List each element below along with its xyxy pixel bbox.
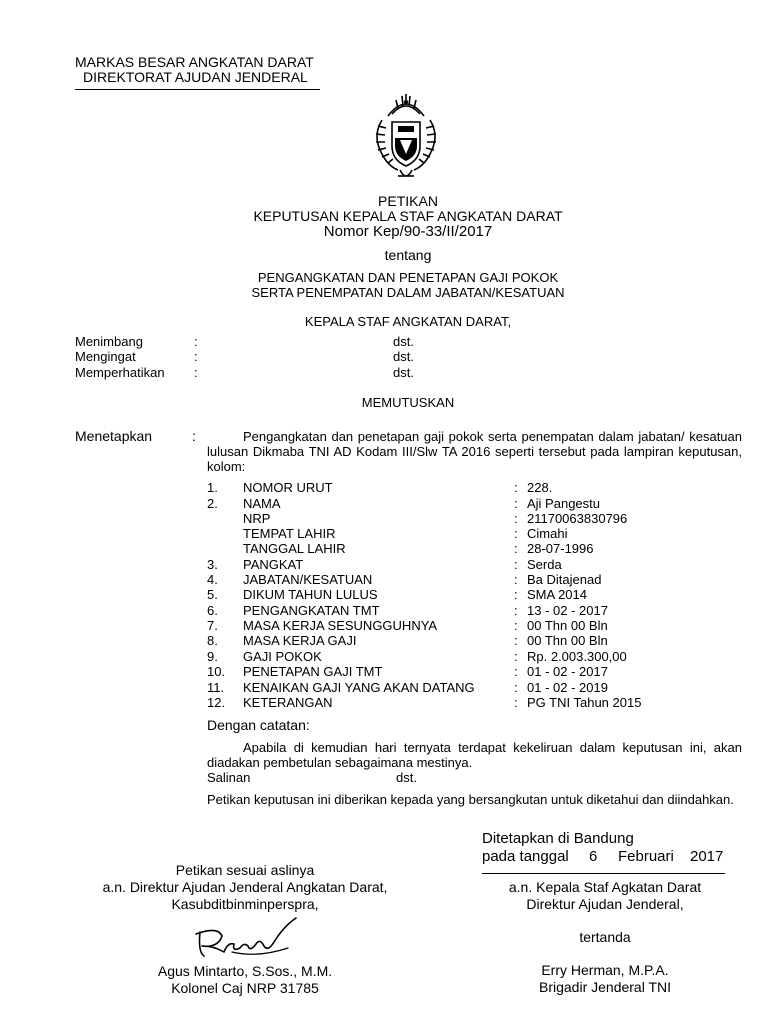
item-value: Cimahi bbox=[527, 526, 568, 541]
item-colon: : bbox=[514, 603, 518, 618]
title-tentang: tentang bbox=[384, 247, 432, 263]
menetapkan-label: Menetapkan bbox=[75, 428, 153, 444]
sign-right-line1: a.n. Kepala Staf Agkatan Darat bbox=[508, 879, 702, 895]
item-label: TANGGAL LAHIR bbox=[243, 541, 346, 556]
sign-right-tertanda: tertanda bbox=[579, 929, 631, 945]
consideration-label: Memperhatikan bbox=[75, 365, 165, 380]
salinan-label: Salinan bbox=[207, 770, 251, 785]
header-underline bbox=[75, 89, 320, 90]
consideration-colon: : bbox=[194, 334, 198, 349]
item-label: KENAIKAN GAJI YANG AKAN DATANG bbox=[243, 680, 475, 695]
item-colon: : bbox=[514, 526, 518, 541]
item-colon: : bbox=[514, 480, 518, 495]
item-value: Serda bbox=[527, 557, 562, 572]
item-colon: : bbox=[514, 572, 518, 587]
item-number: 1. bbox=[207, 480, 218, 495]
menetapkan-colon: : bbox=[192, 428, 196, 444]
item-value: 13 - 02 - 2017 bbox=[527, 603, 608, 618]
catatan-text: Apabila di kemudian hari ternyata terdapat kekeliruan dalam keputusan ini, akan diadakan pembetulan sebagaimana mestinya. bbox=[207, 740, 742, 770]
consideration-value: dst. bbox=[393, 349, 414, 364]
item-value: Rp. 2.003.300,00 bbox=[527, 649, 627, 664]
sign-right-line2: Direktur Ajudan Jenderal, bbox=[526, 896, 684, 912]
item-value: 01 - 02 - 2017 bbox=[527, 664, 608, 679]
org-line-1: MARKAS BESAR ANGKATAN DARAT bbox=[75, 54, 314, 70]
item-label: DIKUM TAHUN LULUS bbox=[243, 587, 378, 602]
org-line-2: DIREKTORAT AJUDAN JENDERAL bbox=[83, 69, 308, 85]
item-value: Ba Ditajenad bbox=[527, 572, 602, 587]
title-keputusan: KEPUTUSAN KEPALA STAF ANGKATAN DARAT bbox=[253, 208, 563, 224]
sign-left-line1: Petikan sesuai aslinya bbox=[175, 862, 315, 878]
item-number: 11. bbox=[207, 680, 225, 695]
item-colon: : bbox=[514, 541, 518, 556]
item-label: MASA KERJA SESUNGGUHNYA bbox=[243, 618, 438, 633]
item-value: 00 Thn 00 Bln bbox=[527, 618, 608, 633]
item-colon: : bbox=[514, 649, 518, 664]
item-colon: : bbox=[514, 680, 518, 695]
ditetapkan-date-year: 2017 bbox=[690, 848, 724, 865]
item-number: 2. bbox=[207, 496, 218, 511]
item-value: 01 - 02 - 2019 bbox=[527, 680, 608, 695]
consideration-label: Menimbang bbox=[75, 334, 143, 349]
memutuskan-heading: MEMUTUSKAN bbox=[361, 395, 455, 410]
salinan-value: dst. bbox=[396, 770, 417, 785]
closing-text: Petikan keputusan ini diberikan kepada yang bersangkutan untuk diketahui dan diindahkan. bbox=[207, 792, 734, 807]
item-colon: : bbox=[514, 633, 518, 648]
sign-left-line3: Kasubditbinminperspra, bbox=[171, 896, 319, 912]
consideration-label: Mengingat bbox=[75, 349, 136, 364]
item-number: 12. bbox=[207, 695, 226, 710]
item-value: Aji Pangestu bbox=[527, 496, 600, 511]
authority-title: KEPALA STAF ANGKATAN DARAT, bbox=[304, 314, 512, 329]
consideration-colon: : bbox=[194, 349, 198, 364]
item-label: KETERANGAN bbox=[243, 695, 333, 710]
sign-right-rank: Brigadir Jenderal TNI bbox=[538, 979, 672, 995]
sign-left-rank: Kolonel Caj NRP 31785 bbox=[171, 980, 319, 996]
consideration-value: dst. bbox=[393, 334, 414, 349]
ditetapkan-underline bbox=[482, 873, 725, 874]
item-label: NRP bbox=[243, 511, 271, 526]
item-colon: : bbox=[514, 511, 518, 526]
item-label: NOMOR URUT bbox=[243, 480, 333, 495]
item-number: 8. bbox=[207, 633, 218, 648]
item-label: JABATAN/KESATUAN bbox=[243, 572, 373, 587]
item-label: GAJI POKOK bbox=[243, 649, 322, 664]
item-label: MASA KERJA GAJI bbox=[243, 633, 357, 648]
ditetapkan-place: Ditetapkan di Bandung bbox=[482, 830, 634, 847]
sign-right-name: Erry Herman, M.P.A. bbox=[541, 962, 669, 978]
handwritten-signature-icon bbox=[188, 912, 308, 962]
army-emblem-icon bbox=[368, 90, 444, 186]
item-colon: : bbox=[514, 618, 518, 633]
item-number: 6. bbox=[207, 603, 218, 618]
item-label: NAMA bbox=[243, 496, 281, 511]
consideration-value: dst. bbox=[393, 365, 414, 380]
item-label: PENETAPAN GAJI TMT bbox=[243, 664, 383, 679]
subject-line-2: SERTA PENEMPATAN DALAM JABATAN/KESATUAN bbox=[251, 285, 565, 300]
menetapkan-text: Pengangkatan dan penetapan gaji pokok serta penempatan dalam jabatan/ kesatuan lulusan Dikmaba TNI AD Kodam III/Slw TA 2016 seperti tersebut pada lampiran keputusan, kolom: bbox=[207, 429, 742, 474]
ditetapkan-date-label: pada tanggal bbox=[482, 848, 569, 865]
sign-left-line2: a.n. Direktur Ajudan Jenderal Angkatan Darat, bbox=[102, 879, 388, 895]
item-label: PANGKAT bbox=[243, 557, 304, 572]
item-colon: : bbox=[514, 664, 518, 679]
item-number: 5. bbox=[207, 587, 218, 602]
item-number: 3. bbox=[207, 557, 218, 572]
item-label: TEMPAT LAHIR bbox=[243, 526, 336, 541]
item-value: 00 Thn 00 Bln bbox=[527, 633, 608, 648]
title-petikan: PETIKAN bbox=[378, 193, 438, 209]
item-number: 9. bbox=[207, 649, 218, 664]
subject-line-1: PENGANGKATAN DAN PENETAPAN GAJI POKOK bbox=[257, 270, 559, 285]
item-colon: : bbox=[514, 557, 518, 572]
item-colon: : bbox=[514, 695, 518, 710]
ditetapkan-date-day: 6 bbox=[589, 848, 598, 865]
item-number: 7. bbox=[207, 618, 218, 633]
item-number: 10. bbox=[207, 664, 226, 679]
item-value: PG TNI Tahun 2015 bbox=[527, 695, 642, 710]
catatan-heading: Dengan catatan: bbox=[207, 717, 310, 733]
item-label: PENGANGKATAN TMT bbox=[243, 603, 380, 618]
item-value: SMA 2014 bbox=[527, 587, 587, 602]
title-nomor: Nomor Kep/90-33/II/2017 bbox=[323, 223, 493, 240]
item-value: 28-07-1996 bbox=[527, 541, 594, 556]
item-colon: : bbox=[514, 587, 518, 602]
item-number: 4. bbox=[207, 572, 218, 587]
ditetapkan-date-month: Februari bbox=[618, 848, 674, 865]
sign-left-name: Agus Mintarto, S.Sos., M.M. bbox=[157, 963, 333, 979]
item-value: 21170063830796 bbox=[527, 511, 628, 526]
item-value: 228. bbox=[527, 480, 553, 495]
consideration-colon: : bbox=[194, 365, 198, 380]
item-colon: : bbox=[514, 496, 518, 511]
